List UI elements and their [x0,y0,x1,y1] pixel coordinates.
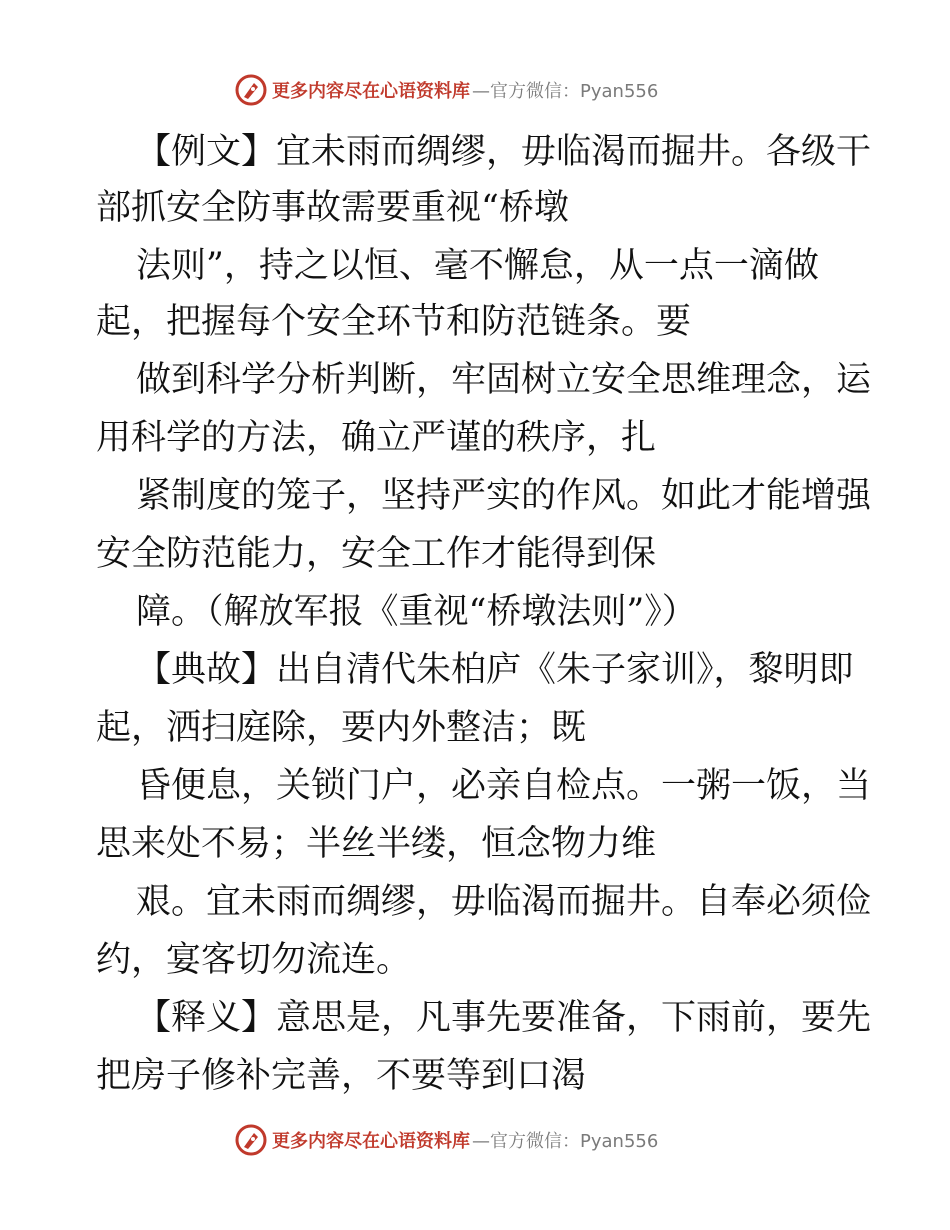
text-line: 障。（解放军报《重视“桥墩法则”》） [136,592,697,632]
text-line: 【例文】宜未雨而绸缪，毋临渴而掘井。各级干 [136,132,872,172]
text-line: 【释义】意思是，凡事先要准备，下雨前，要先 [136,998,872,1038]
pen-nib-logo-icon [234,1123,268,1157]
header-watermark [234,73,658,107]
text-line: 法则”，持之以恒、毫不懈怠，从一点一滴做 [136,246,819,286]
text-line: 起，把握每个安全环节和防范链条。要 [96,302,692,342]
text-line: 艰。宜未雨而绸缪，毋临渴而掘井。自奉必须俭 [136,882,872,922]
pen-nib-logo-icon [234,73,268,107]
text-line: 昏便息，关锁门户，必亲自检点。一粥一饭，当 [136,766,872,806]
text-line: 紧制度的笼子，坚持严实的作风。如此才能增强 [136,476,872,516]
text-line: 起，洒扫庭除，要内外整洁；既 [96,708,587,748]
watermark-main-text: 更多内容尽在心语资料库 [272,1131,470,1152]
watermark-sub-text: —官方微信：Pyan556 [472,81,659,102]
text-line: 约，宴客切勿流连。 [96,940,412,980]
watermark-main-text: 更多内容尽在心语资料库 [272,81,470,102]
text-line: 把房子修补完善，不要等到口渴 [96,1056,587,1096]
footer-watermark [234,1123,658,1157]
text-line: 做到科学分析判断，牢固树立安全思维理念，运 [136,360,872,400]
text-line: 思来处不易；半丝半缕，恒念物力维 [96,824,657,864]
text-line: 【典故】出自清代朱柏庐《朱子家训》，黎明即 [136,650,854,690]
text-line: 用科学的方法，确立严谨的秩序，扎 [96,418,657,458]
watermark-sub-text: —官方微信：Pyan556 [472,1131,659,1152]
text-line: 部抓安全防事故需要重视“桥墩 [96,188,569,228]
text-line: 安全防范能力，安全工作才能得到保 [96,534,657,574]
